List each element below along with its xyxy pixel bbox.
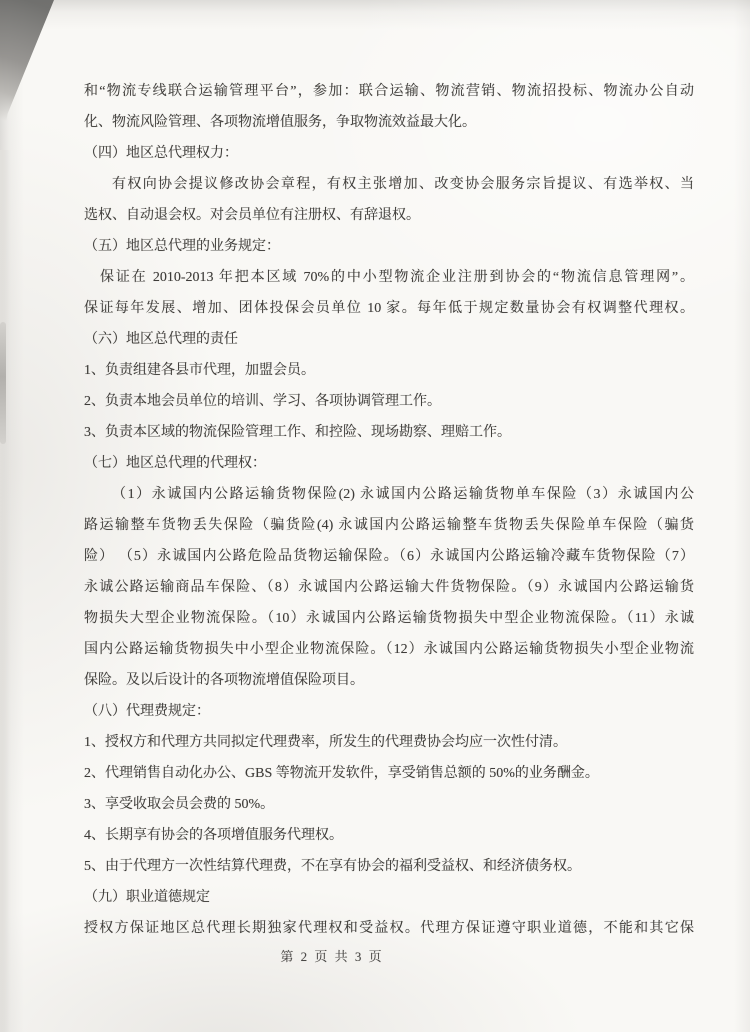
list-item: 1、授权方和代理方共同拟定代理费率，所发生的代理费协会均应一次性付清。: [84, 735, 567, 750]
text-line: （1）永诚国内公路运输货物保险(2) 永诚国内公路运输货物单车保险（3）永诚国内公: [112, 487, 694, 502]
text-line: 选权、自动退会权。对会员单位有注册权、有辞退权。: [84, 208, 420, 223]
scan-corner-artifact: [0, 0, 54, 158]
page-number-footer: 第 2 页 共 3 页: [280, 949, 384, 964]
text-line: 物损失大型企业物流保险。（10）永诚国内公路运输货物损失中型企业物流保险。（11）永诚: [84, 611, 694, 626]
list-item: 2、代理销售自动化办公、GBS 等物流开发软件，享受销售总额的 50%的业务酬金。: [84, 766, 599, 781]
text-line: 保证在 2010-2013 年把本区域 70%的中小型物流企业注册到协会的“物流信息管理网”。: [100, 270, 694, 285]
section-heading: （九）职业道德规定: [84, 890, 210, 905]
section-heading: （七）地区总代理的代理权：: [84, 456, 266, 471]
list-item: 3、负责本区域的物流保险管理工作、和控险、现场勘察、理赔工作。: [84, 425, 511, 440]
section-heading: （五）地区总代理的业务规定：: [84, 239, 280, 254]
list-item: 3、享受收取会员会费的 50%。: [84, 797, 275, 812]
list-item: 5、由于代理方一次性结算代理费，不在享有协会的福利受益权、和经济债务权。: [84, 859, 581, 874]
scan-left-edge-shading: [0, 150, 11, 1032]
text-line: 险） （5）永诚国内公路危险品货物运输保险。（6）永诚国内公路运输冷藏车货物保险（7）: [84, 549, 694, 564]
text-line: 化、物流风险管理、各项物流增值服务，争取物流效益最大化。: [84, 115, 476, 130]
scan-edge-streak-artifact: [0, 322, 6, 444]
list-item: 1、负责组建各县市代理，加盟会员。: [84, 363, 315, 378]
text-line: 保险。及以后设计的各项物流增值保险项目。: [84, 673, 364, 688]
list-item: 4、长期享有协会的各项增值服务代理权。: [84, 828, 343, 843]
section-heading: （八）代理费规定：: [84, 704, 210, 719]
text-line: 国内公路运输货物损失中小型企业物流保险。（12）永诚国内公路运输货物损失小型企业物流: [84, 642, 694, 657]
text-line: 有权向协会提议修改协会章程，有权主张增加、改变协会服务宗旨提议、有选举权、当: [112, 177, 694, 192]
document-body: [84, 76, 694, 944]
text-line: 和“物流专线联合运输管理平台”，参加：联合运输、物流营销、物流招投标、物流办公自动: [84, 84, 694, 99]
text-line: 授权方保证地区总代理长期独家代理权和受益权。代理方保证遵守职业道德，不能和其它保: [84, 921, 694, 936]
list-item: 2、负责本地会员单位的培训、学习、各项协调管理工作。: [84, 394, 441, 409]
section-heading: （四）地区总代理权力：: [84, 146, 238, 161]
text-line: 保证每年发展、增加、团体投保会员单位 10 家。每年低于规定数量协会有权调整代理权。: [84, 301, 694, 316]
text-line: 永诚公路运输商品车保险、（8）永诚国内公路运输大件货物保险。（9）永诚国内公路运输货: [84, 580, 694, 595]
text-line: 路运输整车货物丢失保险（骗货险(4) 永诚国内公路运输整车货物丢失保险单车保险（骗货: [84, 518, 694, 533]
section-heading: （六）地区总代理的责任: [84, 332, 238, 347]
